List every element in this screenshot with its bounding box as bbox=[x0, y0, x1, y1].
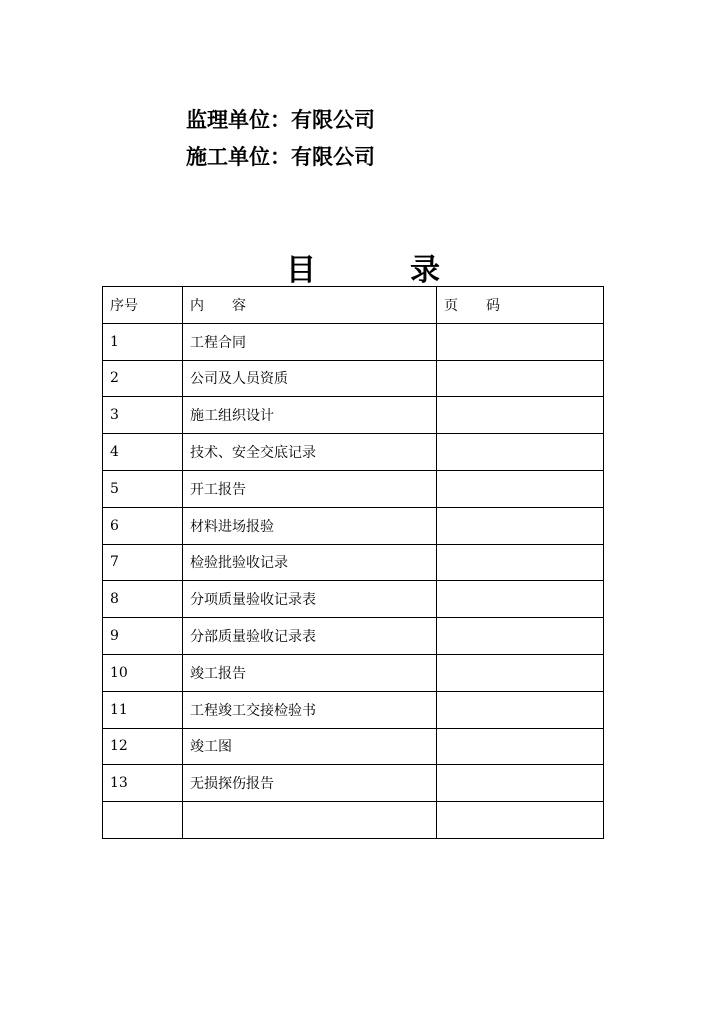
table-row bbox=[103, 470, 604, 507]
row-number-cell: 3 bbox=[103, 397, 183, 434]
row-content-cell: 工程合同 bbox=[183, 323, 437, 360]
table-row bbox=[103, 728, 604, 765]
row-number-cell: 13 bbox=[103, 765, 183, 802]
contractor-unit-line: 施工单位：有限公司 bbox=[186, 145, 375, 169]
table-row bbox=[103, 765, 604, 802]
table-row bbox=[103, 397, 604, 434]
toc-title-char-2: 录 bbox=[410, 253, 440, 288]
row-content-cell: 无损探伤报告 bbox=[183, 765, 437, 802]
row-page-cell bbox=[437, 507, 604, 544]
table-row bbox=[103, 581, 604, 618]
table-row bbox=[103, 691, 604, 728]
row-page-cell bbox=[437, 470, 604, 507]
row-number-cell: 12 bbox=[103, 728, 183, 765]
toc-table bbox=[102, 286, 604, 839]
row-number-cell: 4 bbox=[103, 434, 183, 471]
table-row bbox=[103, 654, 604, 691]
table-row bbox=[103, 323, 604, 360]
table-row bbox=[103, 434, 604, 471]
row-content-cell: 检验批验收记录 bbox=[183, 544, 437, 581]
row-page-cell bbox=[437, 728, 604, 765]
toc-title-char-1: 目 bbox=[286, 253, 316, 288]
row-page-cell bbox=[437, 434, 604, 471]
table-row bbox=[103, 507, 604, 544]
row-content-cell: 竣工报告 bbox=[183, 654, 437, 691]
row-content-cell: 分项质量验收记录表 bbox=[183, 581, 437, 618]
row-content-cell: 竣工图 bbox=[183, 728, 437, 765]
table-row bbox=[103, 360, 604, 397]
column-header-content: 内 容 bbox=[183, 287, 437, 324]
row-number-cell: 5 bbox=[103, 470, 183, 507]
table-row bbox=[103, 802, 604, 839]
column-header-no: 序号 bbox=[103, 287, 183, 324]
toc-header-row bbox=[103, 287, 604, 324]
table-row bbox=[103, 544, 604, 581]
row-content-cell: 公司及人员资质 bbox=[183, 360, 437, 397]
row-page-cell bbox=[437, 654, 604, 691]
row-content-cell: 分部质量验收记录表 bbox=[183, 618, 437, 655]
row-number-cell: 9 bbox=[103, 618, 183, 655]
row-number-cell: 1 bbox=[103, 323, 183, 360]
row-page-cell bbox=[437, 581, 604, 618]
row-content-cell: 施工组织设计 bbox=[183, 397, 437, 434]
row-number-cell: 8 bbox=[103, 581, 183, 618]
row-page-cell bbox=[437, 618, 604, 655]
row-page-cell bbox=[437, 765, 604, 802]
supervisor-unit-line: 监理单位：有限公司 bbox=[186, 108, 375, 132]
row-page-cell bbox=[437, 544, 604, 581]
row-content-cell: 工程竣工交接检验书 bbox=[183, 691, 437, 728]
row-page-cell bbox=[437, 360, 604, 397]
toc-body bbox=[103, 323, 604, 838]
row-page-cell bbox=[437, 397, 604, 434]
row-number-cell: 11 bbox=[103, 691, 183, 728]
row-number-cell: 6 bbox=[103, 507, 183, 544]
row-number-cell: 2 bbox=[103, 360, 183, 397]
row-content-cell: 材料进场报验 bbox=[183, 507, 437, 544]
row-number-cell: 10 bbox=[103, 654, 183, 691]
row-content-cell: 开工报告 bbox=[183, 470, 437, 507]
row-page-cell bbox=[437, 802, 604, 839]
row-page-cell bbox=[437, 691, 604, 728]
column-header-page: 页 码 bbox=[437, 287, 604, 324]
table-row bbox=[103, 618, 604, 655]
row-number-cell: 7 bbox=[103, 544, 183, 581]
row-number-cell bbox=[103, 802, 183, 839]
row-page-cell bbox=[437, 323, 604, 360]
row-content-cell bbox=[183, 802, 437, 839]
row-content-cell: 技术、安全交底记录 bbox=[183, 434, 437, 471]
